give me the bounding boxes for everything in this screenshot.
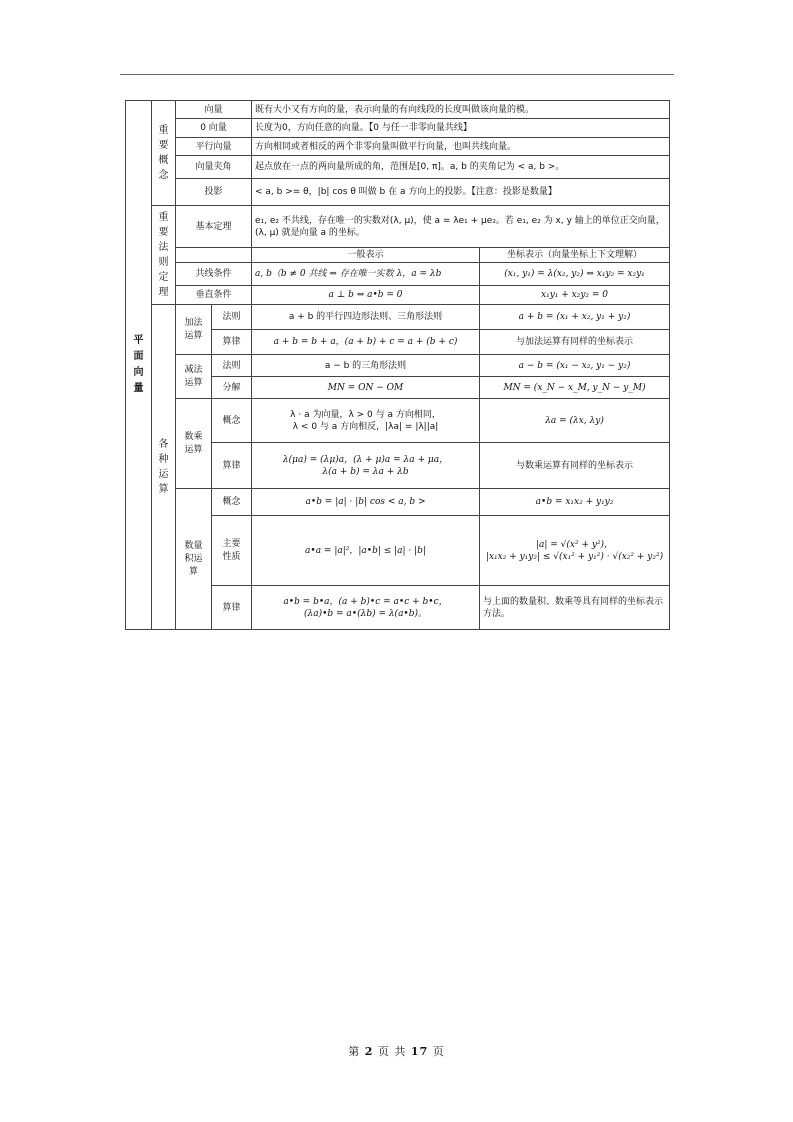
collinear-general: a, b（b ≠ 0 共线 ⇔ 存在唯一实数 λ，a = λb — [252, 263, 480, 286]
perp-general: a ⊥ b ⇔ a•b = 0 — [252, 286, 480, 305]
title-vertical: 平面向量 — [126, 101, 152, 630]
scalar-law-label: 算律 — [212, 443, 252, 489]
header-coord: 坐标表示（向量坐标上下文理解） — [480, 248, 670, 263]
scalar-law-line2: λ(a + b) = λa + λb — [322, 466, 409, 477]
sub-rule-label: 法则 — [212, 355, 252, 377]
add-name: 加法运算 — [176, 305, 212, 355]
dot-law-line2: (λa)•b = a•(λb) = λ(a•b)。 — [304, 608, 428, 619]
dot-law-general — [252, 586, 480, 630]
sub-rule-coord: a − b = (x₁ − x₂, y₁ − y₂) — [480, 355, 670, 377]
concept-name: 平行向量 — [176, 138, 252, 156]
dot-law-coord: 与上面的数量积、数乘等具有同样的坐标表示方法。 — [480, 586, 670, 630]
concept-desc: 长度为0，方向任意的向量。【0 与任一非零向量共线】 — [252, 119, 670, 138]
scalar-concept-general — [252, 399, 480, 443]
perp-coord: x₁y₁ + x₂y₂ = 0 — [480, 286, 670, 305]
concept-name: 投影 — [176, 179, 252, 206]
concept-desc: 既有大小又有方向的量，表示向量的有向线段的长度叫做该向量的模。 — [252, 101, 670, 119]
sub-decomp-label: 分解 — [212, 377, 252, 399]
basic-theorem-name: 基本定理 — [176, 206, 252, 248]
page-footer — [0, 1043, 793, 1059]
scalar-concept-line1: λ · a 为向量，λ > 0 与 a 方向相同， — [290, 409, 441, 420]
concept-desc: 方向相同或者相反的两个非零向量叫做平行向量，也叫共线向量。 — [252, 138, 670, 156]
concept-desc: 起点放在一点的两向量所成的角，范围是[0, π]。a, b 的夹角记为 < a, b >。 — [252, 156, 670, 179]
dot-concept-label: 概念 — [212, 489, 252, 516]
scalar-law-line1: λ(μa) = (λμ)a，(λ + μ)a = λa + μa， — [282, 454, 449, 465]
dot-prop-coord-line1: |a| = √(x² + y²)， — [535, 539, 614, 550]
scalar-law-general — [252, 443, 480, 489]
header-rule — [120, 74, 674, 75]
footer-total-pages: 17 — [410, 1045, 429, 1058]
footer-page-number: 2 — [364, 1045, 374, 1058]
scalar-concept-line2: λ < 0 与 a 方向相反，|λa| = |λ||a| — [292, 421, 439, 432]
dot-prop-general: a•a = |a|²，|a•b| ≤ |a| · |b| — [252, 516, 480, 586]
dot-concept-general: a•b = |a| · |b| cos < a, b > — [252, 489, 480, 516]
add-law-coord: 与加法运算有同样的坐标表示 — [480, 330, 670, 355]
footer-suffix: 页 — [432, 1045, 445, 1058]
sub-name: 减法运算 — [176, 355, 212, 399]
perp-name: 垂直条件 — [176, 286, 252, 305]
basic-theorem-desc: e₁, e₂ 不共线，存在唯一的实数对(λ, μ)，使 a = λe₁ + μe₂。若 e₁, e₂ 为 x, y 轴上的单位正交向量，(λ, μ) 就是向量 a 的坐标。 — [252, 206, 670, 248]
dot-name: 数量积运算 — [176, 489, 212, 630]
dot-prop-coord-line2: |x₁x₂ + y₁y₂| ≤ √(x₁² + y₁²) · √(x₂² + y₂²) — [485, 551, 664, 562]
add-rule-label: 法则 — [212, 305, 252, 330]
add-law-general: a + b = b + a，(a + b) + c = a + (b + c) — [252, 330, 480, 355]
collinear-name: 共线条件 — [176, 263, 252, 286]
concept-name: 向量夹角 — [176, 156, 252, 179]
sub-rule-general: a − b 的三角形法则 — [252, 355, 480, 377]
dot-law-label: 算律 — [212, 586, 252, 630]
section-operations: 各种运算 — [152, 305, 176, 630]
sub-decomp-coord: MN = (x_N − x_M, y_N − y_M) — [480, 377, 670, 399]
sub-decomp-general: MN = ON − OM — [252, 377, 480, 399]
scalar-name: 数乘运算 — [176, 399, 212, 489]
plane-vector-table — [125, 100, 670, 630]
dot-prop-coord — [480, 516, 670, 586]
empty-cell — [176, 248, 252, 263]
collinear-coord: (x₁, y₁) = λ(x₂, y₂) ⇔ x₁y₂ = x₂y₁ — [480, 263, 670, 286]
footer-prefix: 第 — [348, 1045, 361, 1058]
dot-concept-coord: a•b = x₁x₂ + y₁y₂ — [480, 489, 670, 516]
scalar-concept-label: 概念 — [212, 399, 252, 443]
concept-name: 0 向量 — [176, 119, 252, 138]
add-rule-general: a + b 的平行四边形法则、三角形法则 — [252, 305, 480, 330]
concept-name: 向量 — [176, 101, 252, 119]
footer-middle: 页 共 — [377, 1045, 407, 1058]
add-law-label: 算律 — [212, 330, 252, 355]
section-important-concepts: 重要概念 — [152, 101, 176, 206]
header-general: 一般表示 — [252, 248, 480, 263]
scalar-concept-coord: λa = (λx, λy) — [480, 399, 670, 443]
section-important-laws: 重要法则定理 — [152, 206, 176, 305]
scalar-law-coord: 与数乘运算有同样的坐标表示 — [480, 443, 670, 489]
concept-desc: < a, b >= θ，|b| cos θ 叫做 b 在 a 方向上的投影。【注意：投影是数量】 — [252, 179, 670, 206]
dot-prop-label: 主要性质 — [212, 516, 252, 586]
dot-law-line1: a•b = b•a，(a + b)•c = a•c + b•c， — [283, 596, 448, 607]
add-rule-coord: a + b = (x₁ + x₂, y₁ + y₂) — [480, 305, 670, 330]
